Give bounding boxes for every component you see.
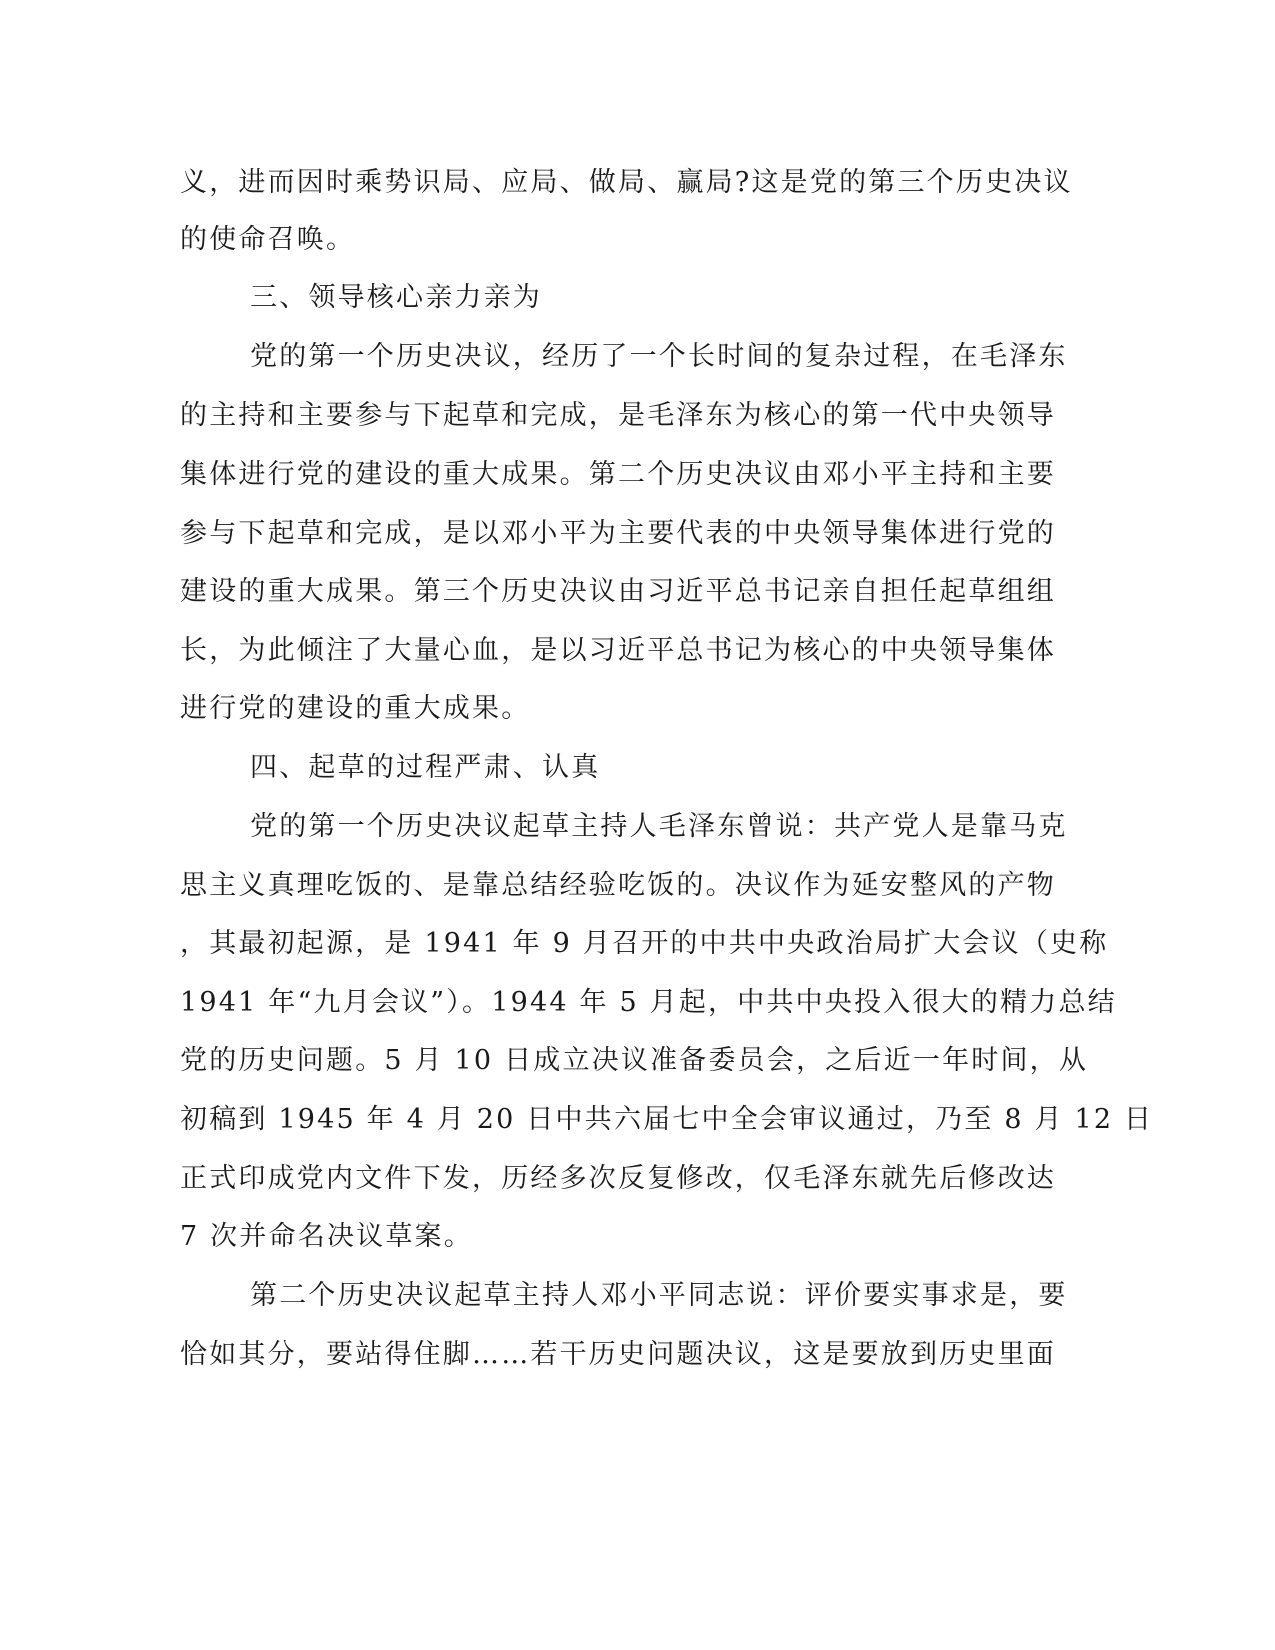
paragraph-line: 第二个历史决议起草主持人邓小平同志说：评价要实事求是，要 bbox=[250, 1280, 1068, 1311]
section-heading: 三、领导核心亲力亲为 bbox=[250, 282, 542, 313]
paragraph-line: 的使命召唤。 bbox=[180, 224, 356, 255]
paragraph-line: 初稿到 1945 年 4 月 20 日中共六届七中全会审议通过，乃至 8 月 12 日 bbox=[180, 1104, 1154, 1135]
paragraph-line: 长，为此倾注了大量心血，是以习近平总书记为核心的中央领导集体 bbox=[180, 635, 1056, 666]
paragraph-line: 集体进行党的建设的重大成果。第二个历史决议由邓小平主持和主要 bbox=[180, 459, 1056, 490]
paragraph-line: 建设的重大成果。第三个历史决议由习近平总书记亲自担任起草组组 bbox=[180, 576, 1056, 607]
paragraph-line: 党的历史问题。5 月 10 日成立决议准备委员会，之后近一年时间，从 bbox=[180, 1045, 1089, 1076]
paragraph-line: 参与下起草和完成，是以邓小平为主要代表的中央领导集体进行党的 bbox=[180, 518, 1056, 549]
paragraph-line: 思主义真理吃饭的、是靠总结经验吃饭的。决议作为延安整风的产物 bbox=[180, 870, 1056, 901]
paragraph-line: 党的第一个历史决议，经历了一个长时间的复杂过程，在毛泽东 bbox=[250, 341, 1068, 372]
paragraph-line: 7 次并命名决议草案。 bbox=[180, 1221, 473, 1252]
paragraph-line: 恰如其分，要站得住脚……若干历史问题决议，这是要放到历史里面 bbox=[180, 1339, 1056, 1370]
paragraph-line: 义，进而因时乘势识局、应局、做局、赢局?这是党的第三个历史决议 bbox=[180, 167, 1073, 198]
paragraph-line: 进行党的建设的重大成果。 bbox=[180, 693, 531, 724]
section-heading: 四、起草的过程严肃、认真 bbox=[250, 752, 601, 783]
paragraph-line: ，其最初起源，是 1941 年 9 月召开的中共中央政治局扩大会议（史称 bbox=[180, 928, 1109, 959]
paragraph-line: 正式印成党内文件下发，历经多次反复修改，仅毛泽东就先后修改达 bbox=[180, 1163, 1056, 1194]
paragraph-line: 党的第一个历史决议起草主持人毛泽东曾说：共产党人是靠马克 bbox=[250, 811, 1068, 842]
paragraph-line: 的主持和主要参与下起草和完成，是毛泽东为核心的第一代中央领导 bbox=[180, 400, 1056, 431]
paragraph-line: 1941 年“九月会议”）。1944 年 5 月起，中共中央投入很大的精力总结 bbox=[180, 987, 1117, 1018]
